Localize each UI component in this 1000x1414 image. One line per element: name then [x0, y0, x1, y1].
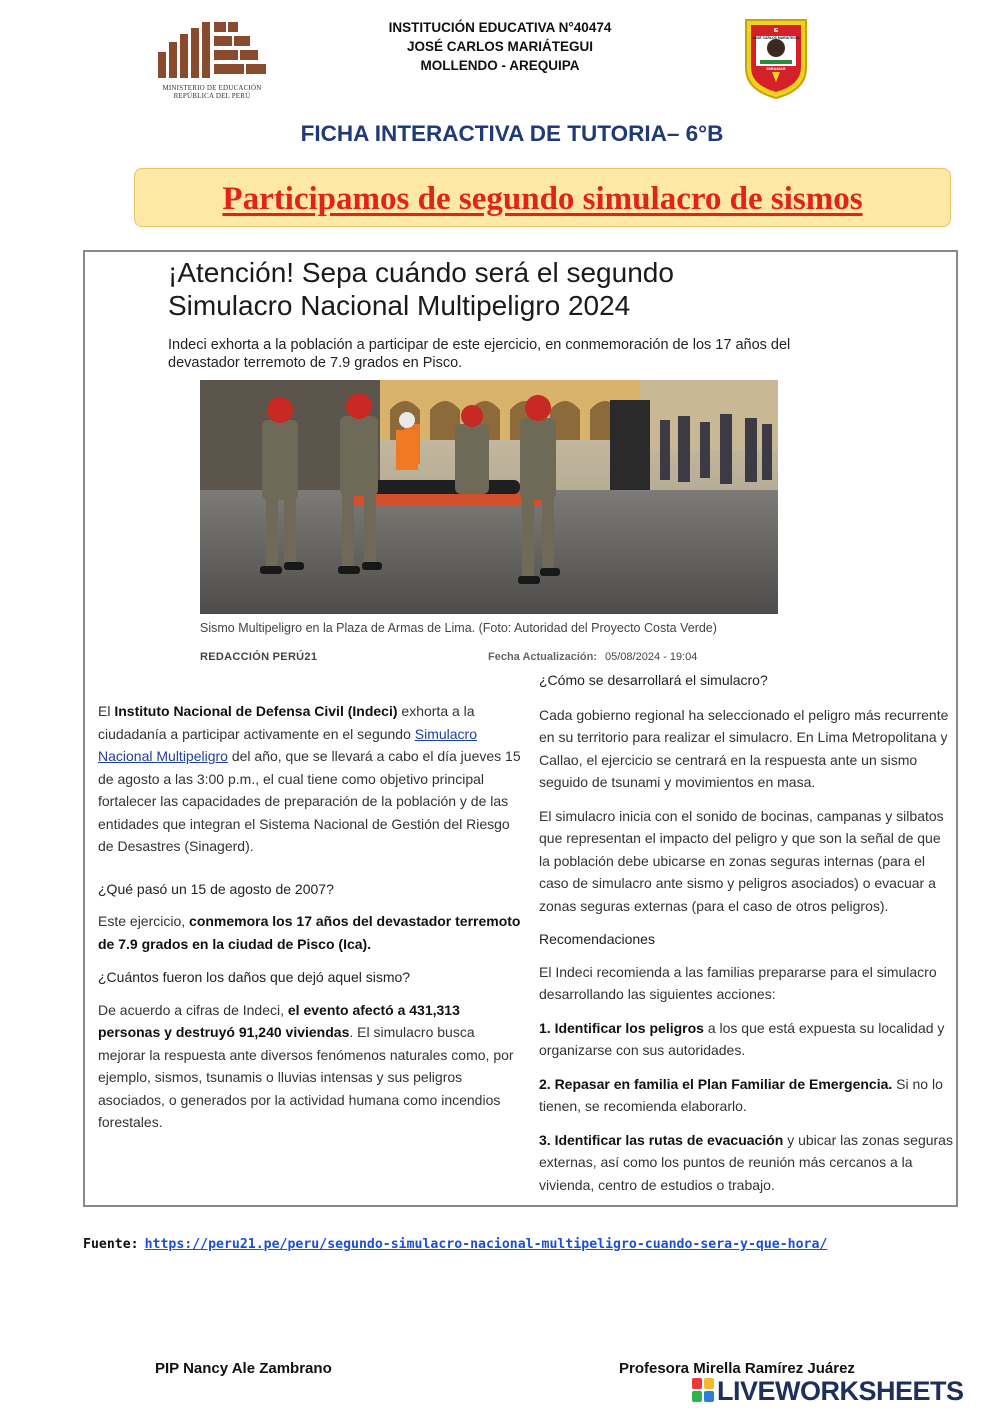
recommendation-1-text: a los que está expuesta su localidad y organizarse con sus autoridades.	[539, 1019, 945, 1058]
recommendation-2-text: Si no lo tienen, se recomienda elaborarlo.	[539, 1075, 943, 1114]
recommendation-2-bold: 2. Repasar en familia el Plan Familiar de Emergencia.	[539, 1075, 893, 1092]
ministry-bars-icon	[158, 22, 266, 78]
article-byline: REDACCIÓN PERÚ21	[200, 651, 318, 663]
topic-banner-text: Participamos de segundo simulacro de sismos	[222, 181, 863, 217]
signature-pip: PIP Nancy Ale Zambrano	[155, 1360, 332, 1377]
recommendation-3-bold: 3. Identificar las rutas de evacuación	[539, 1131, 784, 1148]
answer-2-text-2: . El simulacro busca mejorar la respuesta ante diversos fenómenos naturales como, por ejemplo, sismos, tsunamis o lluvias intensas y sus peligros asociados, o generados por la actividad humana como incendios forestales.	[98, 1024, 514, 1130]
recommendation-2	[539, 1073, 954, 1118]
liveworksheets-logo[interactable]	[692, 1376, 992, 1406]
answer-1-text: Este ejercicio,	[98, 913, 190, 929]
rescue-drill-illustration	[200, 380, 778, 614]
simulacro-link[interactable]: Simulacro Nacional Multipeligro	[98, 725, 478, 764]
source-label: Fuente:	[83, 1237, 139, 1252]
answer-2-text-1: De acuerdo a cifras de Indeci,	[98, 1001, 288, 1018]
article-headline-line-2: Simulacro Nacional Multipeligro 2024	[168, 290, 631, 321]
ministry-logo-line-2: REPÚBLICA DEL PERÚ	[173, 92, 251, 100]
source-line	[83, 1237, 827, 1252]
answer-1-bold: conmemora los 17 años del devastador terremoto de 7.9 grados en la ciudad de Pisco (Ica).	[98, 913, 521, 952]
recommendation-3-text: y ubicar las zonas seguras externas, así como los puntos de reunión más cercanos a la vivienda, centro de estudios o trabajo.	[539, 1131, 953, 1193]
school-crest-icon	[742, 16, 810, 100]
article-right-column	[539, 669, 954, 1207]
question-1: ¿Qué pasó un 15 de agosto de 2007?	[98, 880, 334, 897]
paragraph-regions: Cada gobierno regional ha seleccionado el peligro más recurrente en su territorio para realizar el simulacro. En Lima Metropolitana y Callao, el ejercicio se centrará en la respuesta ante un sismo seguido de tsunami y movimientos en masa.	[539, 706, 949, 790]
recommendation-3	[539, 1129, 954, 1197]
article-headline	[168, 256, 868, 322]
updated-value: 05/08/2024 - 19:04	[605, 651, 698, 663]
liveworksheets-wordmark: LIVEWORKSHEETS	[717, 1376, 964, 1406]
question-3: ¿Cómo se desarrollará el simulacro?	[539, 672, 768, 688]
intro-indeci: Instituto Nacional de Defensa Civil (Indeci)	[114, 703, 398, 719]
recommendations-title: Recomendaciones	[539, 931, 655, 947]
intro-text-1: El	[98, 703, 115, 719]
school-line-1: INSTITUCIÓN EDUCATIVA N°40474	[388, 20, 612, 35]
source-link[interactable]: https://peru21.pe/peru/segundo-simulacro-nacional-multipeligro-cuando-sera-y-que-hora/	[144, 1237, 828, 1252]
crest-text-1: IE	[773, 28, 779, 34]
article-headline-line-1: ¡Atención! Sepa cuándo será el segundo	[168, 257, 674, 288]
question-2: ¿Cuántos fueron los daños que dejó aquel sismo?	[98, 969, 411, 985]
crest-text-3: MIRAMAR	[766, 66, 786, 71]
ministry-logo-line-1: MINISTERIO DE EDUCACIÓN	[162, 84, 262, 92]
photo-caption: Sismo Multipeligro en la Plaza de Armas de Lima. (Foto: Autoridad del Proyecto Costa Verde)	[200, 621, 717, 635]
paragraph-start: El simulacro inicia con el sonido de bocinas, campanas y silbatos que representan el impacto del peligro y que son la señal de que la población debe ubicarse en zonas seguras internas (para el caso de simulacro ante sismo y peligros asociados) o evacuar a zonas seguras externas (para el caso de otros peligros).	[539, 807, 944, 914]
intro-paragraph	[98, 700, 523, 858]
ministry-logo-text	[156, 84, 268, 100]
school-name	[340, 18, 660, 75]
liveworksheets-logo-icon	[692, 1378, 714, 1402]
crest-text-2: JOSÉ CARLOS MARIÁTEGUI	[752, 36, 800, 40]
article-left-column	[98, 700, 523, 1145]
recommendations-intro: El Indeci recomienda a las familias prepararse para el simulacro desarrollando las siguientes acciones:	[539, 963, 937, 1002]
school-line-2: JOSÉ CARLOS MARIÁTEGUI	[406, 39, 593, 54]
updated-label: Fecha Actualización:	[488, 651, 598, 663]
page-title: FICHA INTERACTIVA DE TUTORIA– 6°B	[300, 121, 724, 146]
intro-text-2: exhorta a la ciudadanía a participar activamente en el segundo	[98, 703, 475, 742]
recommendation-1	[539, 1017, 954, 1062]
article-subtitle: Indeci exhorta a la población a participar de este ejercicio, en conmemoración de los 17 años del devastador terremoto de 7.9 grados en Pisco.	[168, 337, 791, 371]
school-line-3: MOLLENDO - AREQUIPA	[420, 58, 580, 73]
article-updated	[488, 651, 697, 663]
intro-text-3: del año, que se llevará a cabo el día jueves 15 de agosto a las 3:00 p.m., el cual tiene como objetivo principal fortalecer las capacidades de preparación de la población y de las entidades que integran el Sistema Nacional de Gestión del Riesgo de Desastres (Sinagerd).	[98, 748, 521, 854]
answer-2	[98, 999, 523, 1134]
ministry-logo	[156, 22, 268, 108]
recommendation-1-bold: 1. Identificar los peligros	[539, 1019, 704, 1036]
topic-banner	[134, 168, 951, 227]
signature-teacher: Profesora Mirella Ramírez Juárez	[619, 1360, 855, 1377]
rescue-drill-photo	[200, 380, 778, 614]
answer-1	[98, 910, 523, 955]
answer-2-bold: el evento afectó a 431,313 personas y destruyó 91,240 viviendas	[98, 1001, 460, 1040]
